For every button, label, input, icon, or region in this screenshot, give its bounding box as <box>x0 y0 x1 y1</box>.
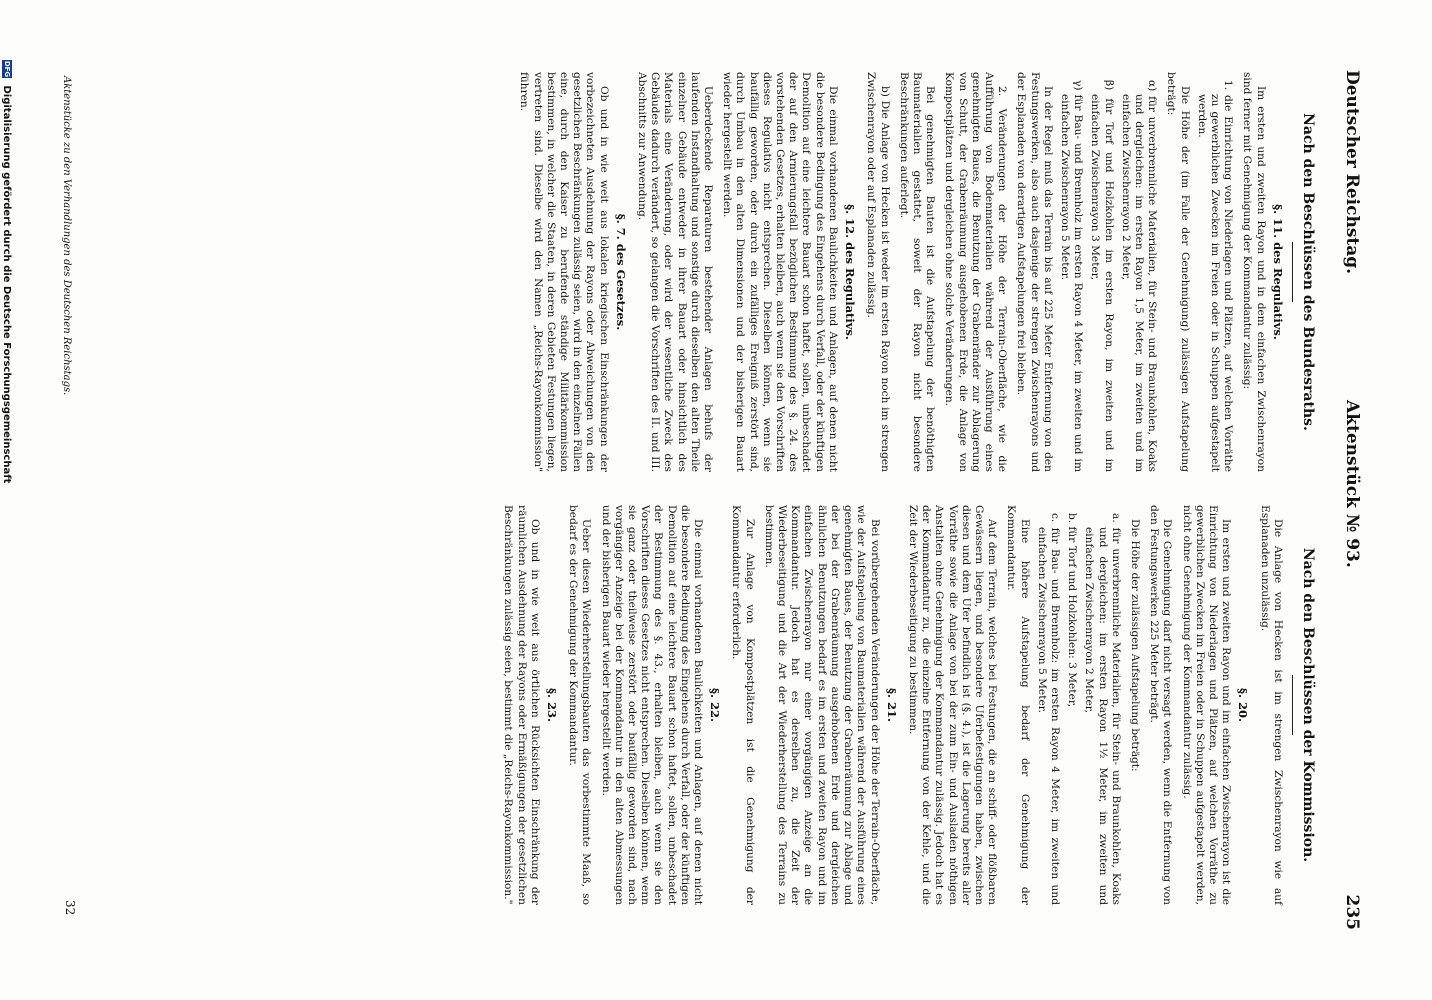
digitization-stripe <box>0 0 12 1000</box>
paragraph: Bei genehmigten Bauten ist die Aufstapelung der benöthigten Baumaterialien gestattet, soweit der Rayon nicht besondere Beschränkungen auferlegt. <box>897 72 937 472</box>
section-heading: §. 11. des Regulativs. <box>1270 204 1285 340</box>
paragraph: Eine höhere Aufstapelung bedarf der Genehmigung der Kommandantur. <box>1005 505 1031 905</box>
section-heading: §. 20. <box>1236 687 1251 723</box>
paragraph: Im ersten und zweiten Rayon und im einfachen Zwischenrayon ist die Einrichtung von Niederlagen und Plätzen, auf welchen Vorräthe zu gewerblichen Zwecken im Freien oder in Schuppen aufgestapelt werden, nicht ohne Genehmigung der Kommandantur zulässig. <box>1180 505 1233 905</box>
section-heading: §. 21. <box>884 687 899 723</box>
list-item: 1. die Einrichtung von Niederlagen und Plätzen, auf welchen Vorräthe zu gewerblichen Zwecken im Freien oder in Schuppen aufgestapelt werden. <box>1195 80 1235 472</box>
divider <box>1292 675 1293 735</box>
paragraph: Ob und in wie weit aus örtlichen Rücksichten Einschränkung der räumlichen Ausdehnung der Rayons oder Ermäßigungen der gesetzlichen Beschränkungen zulässig seien, bestimmt die „Reichs-Rayonkommission." <box>502 505 541 905</box>
paragraph: 2. Veränderungen der Höhe der Terrain-Oberfläche, wie die Aufführung von Bodenmaterialien während der Ausführung eines genehmigten Baues, die Benutzung der Grabenränder zur Ablagerung von Schutt, der Grabenräumung ausgehobenen Erde, die Anlage von Kompostplätzen und dergleichen ohne solche Veränderungen. <box>943 72 1009 472</box>
page-header <box>1332 70 1362 930</box>
page-number: 235 <box>1342 894 1362 930</box>
paragraph: Auf dem Terrain, welches bei Festungen, die an schiff- oder flößbaren Gewässern liegen, und besondere Uferbefestigungen haben, zwischen diesen und dem Ufer befindlich ist (§. 4.), ist die Lagerung bereits aller Vorräthe sowie die Anlage von bei der zum Ein- und Ausladen nöthigen Anstalten ohne Genehmigung der Kommandantur zulässig. Jedoch hat es der Kommandantur zu, die einzelne Entfernung von der Kehle, und die Zeit der Wiederbeseitigung zu bestimmen. <box>906 505 999 905</box>
right-column-title: Nach den Beschlüssen der Kommission. <box>1300 547 1316 863</box>
dfg-logo-icon: DFG <box>3 60 11 78</box>
list-item: γ) für Bau- und Brennholz im ersten Rayon 4 Meter, im zweiten und im einfachen Zwischenrayon 5 Meter. <box>1058 80 1085 472</box>
list-item: c. für Bau- und Brennholz: im ersten Rayon 4 Meter, im zweiten und einfachen Zwischenrayon 5 Meter. <box>1035 513 1061 905</box>
header-center: Aktenstück № 93. <box>1342 400 1362 568</box>
list-item: b. für Torf und Holzkohlen: 3 Meter, <box>1066 513 1079 708</box>
right-column <box>495 505 1314 905</box>
list-item: a. für unverbrennliche Materialien, für Stein- und Braunkohlen, Koaks und dergleichen: im ersten Rayon 1½ Meter, im zweiten und einfachen Zwischenrayon 2 Meter, <box>1083 513 1122 905</box>
footer-note: Aktenstücke zu den Verhandlungen des Deutschen Reichstags. <box>61 76 72 396</box>
footer-page-number: 32 <box>63 900 77 916</box>
paragraph: Ob und in wie weit aus lokalen kriegischen Einschränkungen der vorbezeichneten Ausdehnung der Rayons oder Abweichungen von den gesetzlichen Beschränkungen zulässig seien, wird in den einzelnen Fällen eine, durch den Kaiser zu berufende ständige Militärkommission bestimmen, in welcher die Staaten, in deren Gebieten Festungen liegen, vertreten sind. Dieselbe wird den Namen „Reichs-Rayonkommission" führen. <box>518 72 610 472</box>
paragraph: Die einmal vorhandenen Baulichkeiten und Anlagen, auf denen nicht die besondere Bedingung des Eingehens durch Verfall, oder der künftigen Demolition auf eine leichtere Bauart schon haftet, sollen, unbeschadet der auf den Armierungsfall bezüglichen Bestimmung des §. 24. des vorstehenden Gesetzes, erhalten bleiben, auch wenn sie den Vorschriften dieses Regulativs nicht entsprechen. Dieselben können, wenn sie baufällig geworden, oder durch ein zufälliges Ereigniß zerstört sind, durch Umbau in den alten Dimensionen und der bisherigen Bauart wieder hergestellt werden. <box>721 72 839 472</box>
divider <box>1292 242 1293 302</box>
paragraph: Bei vorübergehenden Veränderungen der Höhe der Terrain-Oberfläche, wie der Aufstapelung von Baumaterialien während der Ausführung eines genehmigten Baues, der Benutzung der Grabenräumung zur Ablage und der bei der Grabenräumung ausgehobenen Erde und dergleichen ähnlichen Benutzungen bedarf es im ersten und zweiten Rayon und im einfachen Zwischenrayon nur einer vorgängigen Anzeige an die Kommandantur. Jedoch hat es derselben zu, die Zeit der Wiederbeseitigung und die Art der Wiederherstellung des Terrains zu bestimmen. <box>762 505 881 905</box>
list-item: α) für unverbrennliche Materialien, für Stein- und Braunkohlen, Koaks und dergleichen: im ersten Rayon 1,5 Meter, im zweiten und im einfachen Zwischenrayon 2 Meter, <box>1119 80 1159 472</box>
paragraph: Die Höhe der zulässigen Aufstapelung beträgt: <box>1128 519 1141 772</box>
paragraph: Im ersten und zweiten Rayon und in dem einfachen Zwischenrayon sind ferner mit Genehmigung der Kommandantur zulässig: <box>1241 72 1267 472</box>
paragraph: Die Höhe der (im Falle der Genehmigung) zulässigen Aufstapelung beträgt: <box>1165 72 1191 472</box>
list-item: β) für Torf und Holzkohlen im ersten Rayon, im zweiten und im einfachen Zwischenrayon 3 Meter, <box>1089 80 1115 472</box>
section-heading: §. 23. <box>545 687 560 723</box>
header-left: Deutscher Reichstag. <box>1342 70 1362 275</box>
paragraph: In der Regel muß das Terrain bis auf 225 Meter Entfernung von den Festungswerken, also auch dasjenige der strengen Zwischenrayons und der Esplanaden von derartigen Aufstapelungen frei bleiben. <box>1015 72 1054 472</box>
paragraph: b) Die Anlage von Hecken ist weder im ersten Rayon noch im strengen Zwischenrayon oder auf Esplanaden zulässig. <box>865 72 891 472</box>
section-heading: §. 12. des Regulativs. <box>843 204 858 340</box>
left-column-title: Nach den Beschlüssen des Bundesraths. <box>1300 113 1316 431</box>
paragraph: Die Anlage von Hecken ist im strengen Zwischenrayon wie auf Esplanaden unzulässig. <box>1258 505 1284 905</box>
paragraph: Ueber diesen Wiederherstellungsbauten das vorbestimmte Maaß, so bedarf es der Genehmigung der Kommandantur. <box>567 505 593 905</box>
left-column <box>511 72 1314 472</box>
digitization-credit: Digitalisierung gefördert durch die Deutsche Forschungsgemeinschaft <box>1 85 12 484</box>
paragraph: Die Genehmigung darf nicht versagt werden, wenn die Entfernung von den Festungswerken 225 Meter beträgt. <box>1148 505 1174 905</box>
paragraph: Die einmal vorhandenen Baulichkeiten und Anlagen, auf denen nicht die besondere Bedingung des Eingehens durch Verfall, oder der künftigen Demolition auf eine leichtere Bauart schon haftet, sollen, unbeschadet der Bestimmung des §. 43., erhalten bleiben, auch wenn sie den Vorschriften dieses Gesetzes nicht entsprechen. Dieselben können, wenn sie ganz oder theilweise zerstört oder baufällig geworden sind, nach vorgängiger Anzeige bei der Kommandantur in den alten Abmessungen und der bisherigen Bauart wieder hergestellt werden. <box>599 505 705 905</box>
section-heading: §. 22. <box>708 687 723 723</box>
paragraph: Ueberdeckende Reparaturen bestehender Anlagen behufs der laufenden Instandhaltung und sonstige durch dieselben den alten Theile einzelner Gebäude entweder in ihrer Bauart oder hinsichtlich des Materials eine Veränderung, oder wird der wesentliche Zweck des Gebäudes dadurch verändert, so gelangen die Vorschriften des II. und III. Abschnitts zur Anwendung. <box>636 72 715 472</box>
paragraph: Zur Anlage von Kompostplätzen ist die Genehmigung der Kommandantur erforderlich. <box>730 505 756 905</box>
section-heading: §. 7. des Gesetzes. <box>613 213 628 331</box>
